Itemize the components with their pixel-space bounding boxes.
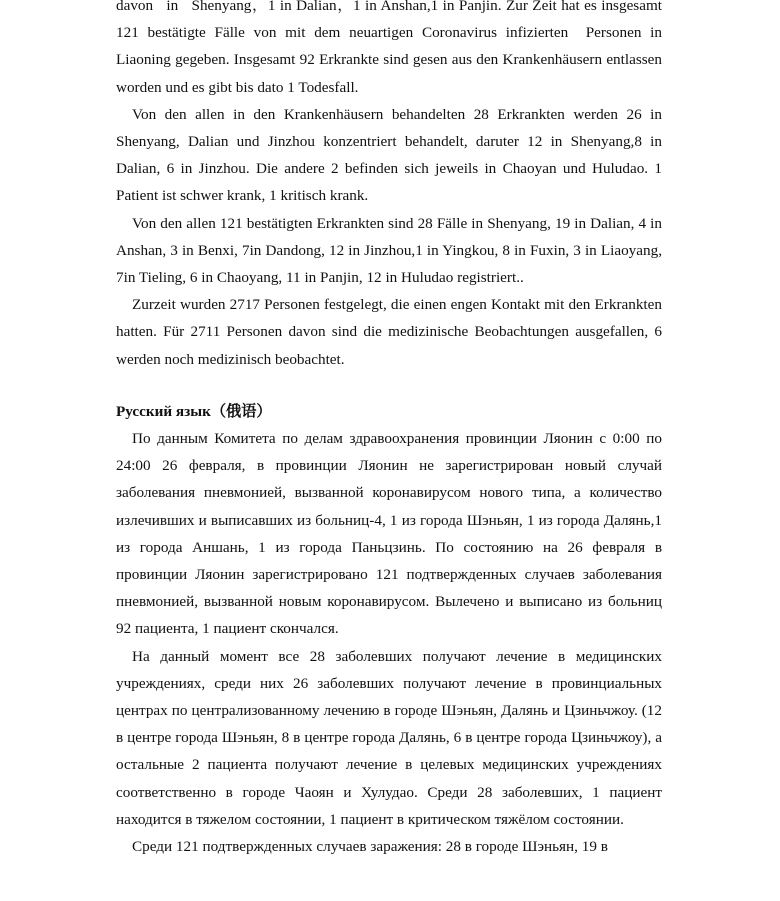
russian-paragraph-1: По данным Комитета по делам здравоохранения провинции Ляонин с 0:00 по 24:00 26 февраля, в провинции Ляонин не зарегистрирован новый случай заболевания пневмонией, вызванной коронавирусом нового типа, а количество излечивших и выписавших из больниц-4, 1 из города Шэньян, 1 из города Далянь,1 из города Аншань, 1 из города Паньцзинь. По состоянию на 26 февраля в провинции Ляонин зарегистрировано 121 подтвержденных случаев заболевания пневмонией, вызванной новым коронавирусом. Вылечено и выписано из больниц 92 пациента, 1 пациент скончался. [116, 430, 662, 638]
german-paragraph-4: Zurzeit wurden 2717 Personen festgelegt, die einen engen Kontakt mit den Erkrankten hatten. Für 2711 Personen davon sind die medizinische Beobachtungen ausgefallen, 6 werden noch medizinisch beobachtet. [116, 296, 662, 368]
document-page [116, 0, 662, 860]
german-paragraph-1: davon in Shenyang，1 in Dalian，1 in Anshan,1 in Panjin. Zur Zeit hat es insgesamt 121 bestätigte Fälle von mit dem neuartigen Coronavirus infizierten Personen in Liaoning gegeben. Insgesamt 92 Erkrankte sind gesen aus den Krankenhäusern entlassen worden und es gibt bis dato 1 Todesfall. [116, 0, 662, 96]
german-paragraph-3: Von den allen 121 bestätigten Erkrankten sind 28 Fälle in Shenyang, 19 in Dalian, 4 in Anshan, 3 in Benxi, 7in Dandong, 12 in Jinzhou,1 in Yingkou, 8 in Fuxin, 3 in Liaoyang, 7in Tieling, 6 in Chaoyang, 11 in Panjin, 12 in Huludao registriert.. [116, 214, 662, 287]
russian-paragraph-2: На данный момент все 28 заболевших получают лечение в медицинских учреждениях, среди них 26 заболевших получают лечение в провинциальных центрах по централизованному лечению в городе Шэньян, Далянь и Цзиньчжоу. (12 в центре города Шэньян, 8 в центре города Далянь, 6 в центре города Цзиньчжоу), а остальные 2 пациента получают лечение в целевых медицинских учреждениях соответственно в городе Чаоян и Хулудао. Среди 28 заболевших, 1 пациент находится в тяжелом состоянии, 1 пациент в критическом тяжёлом состоянии. [116, 647, 662, 828]
russian-paragraph-3: Среди 121 подтвержденных случаев заражения: 28 в городе Шэньян, 19 в [132, 838, 608, 856]
russian-section-heading: Русский язык（俄语） [116, 402, 272, 420]
german-paragraph-2: Von den allen in den Krankenhäusern behandelten 28 Erkrankten werden 26 in Shenyang, Dalian und Jinzhou konzentriert behandelt, daruter 12 in Shenyang,8 in Dalian, 6 in Jinzhou. Die andere 2 befinden sich jeweils in Chaoyan und Huludao. 1 Patient ist schwer krank, 1 kritisch krank. [116, 105, 662, 205]
